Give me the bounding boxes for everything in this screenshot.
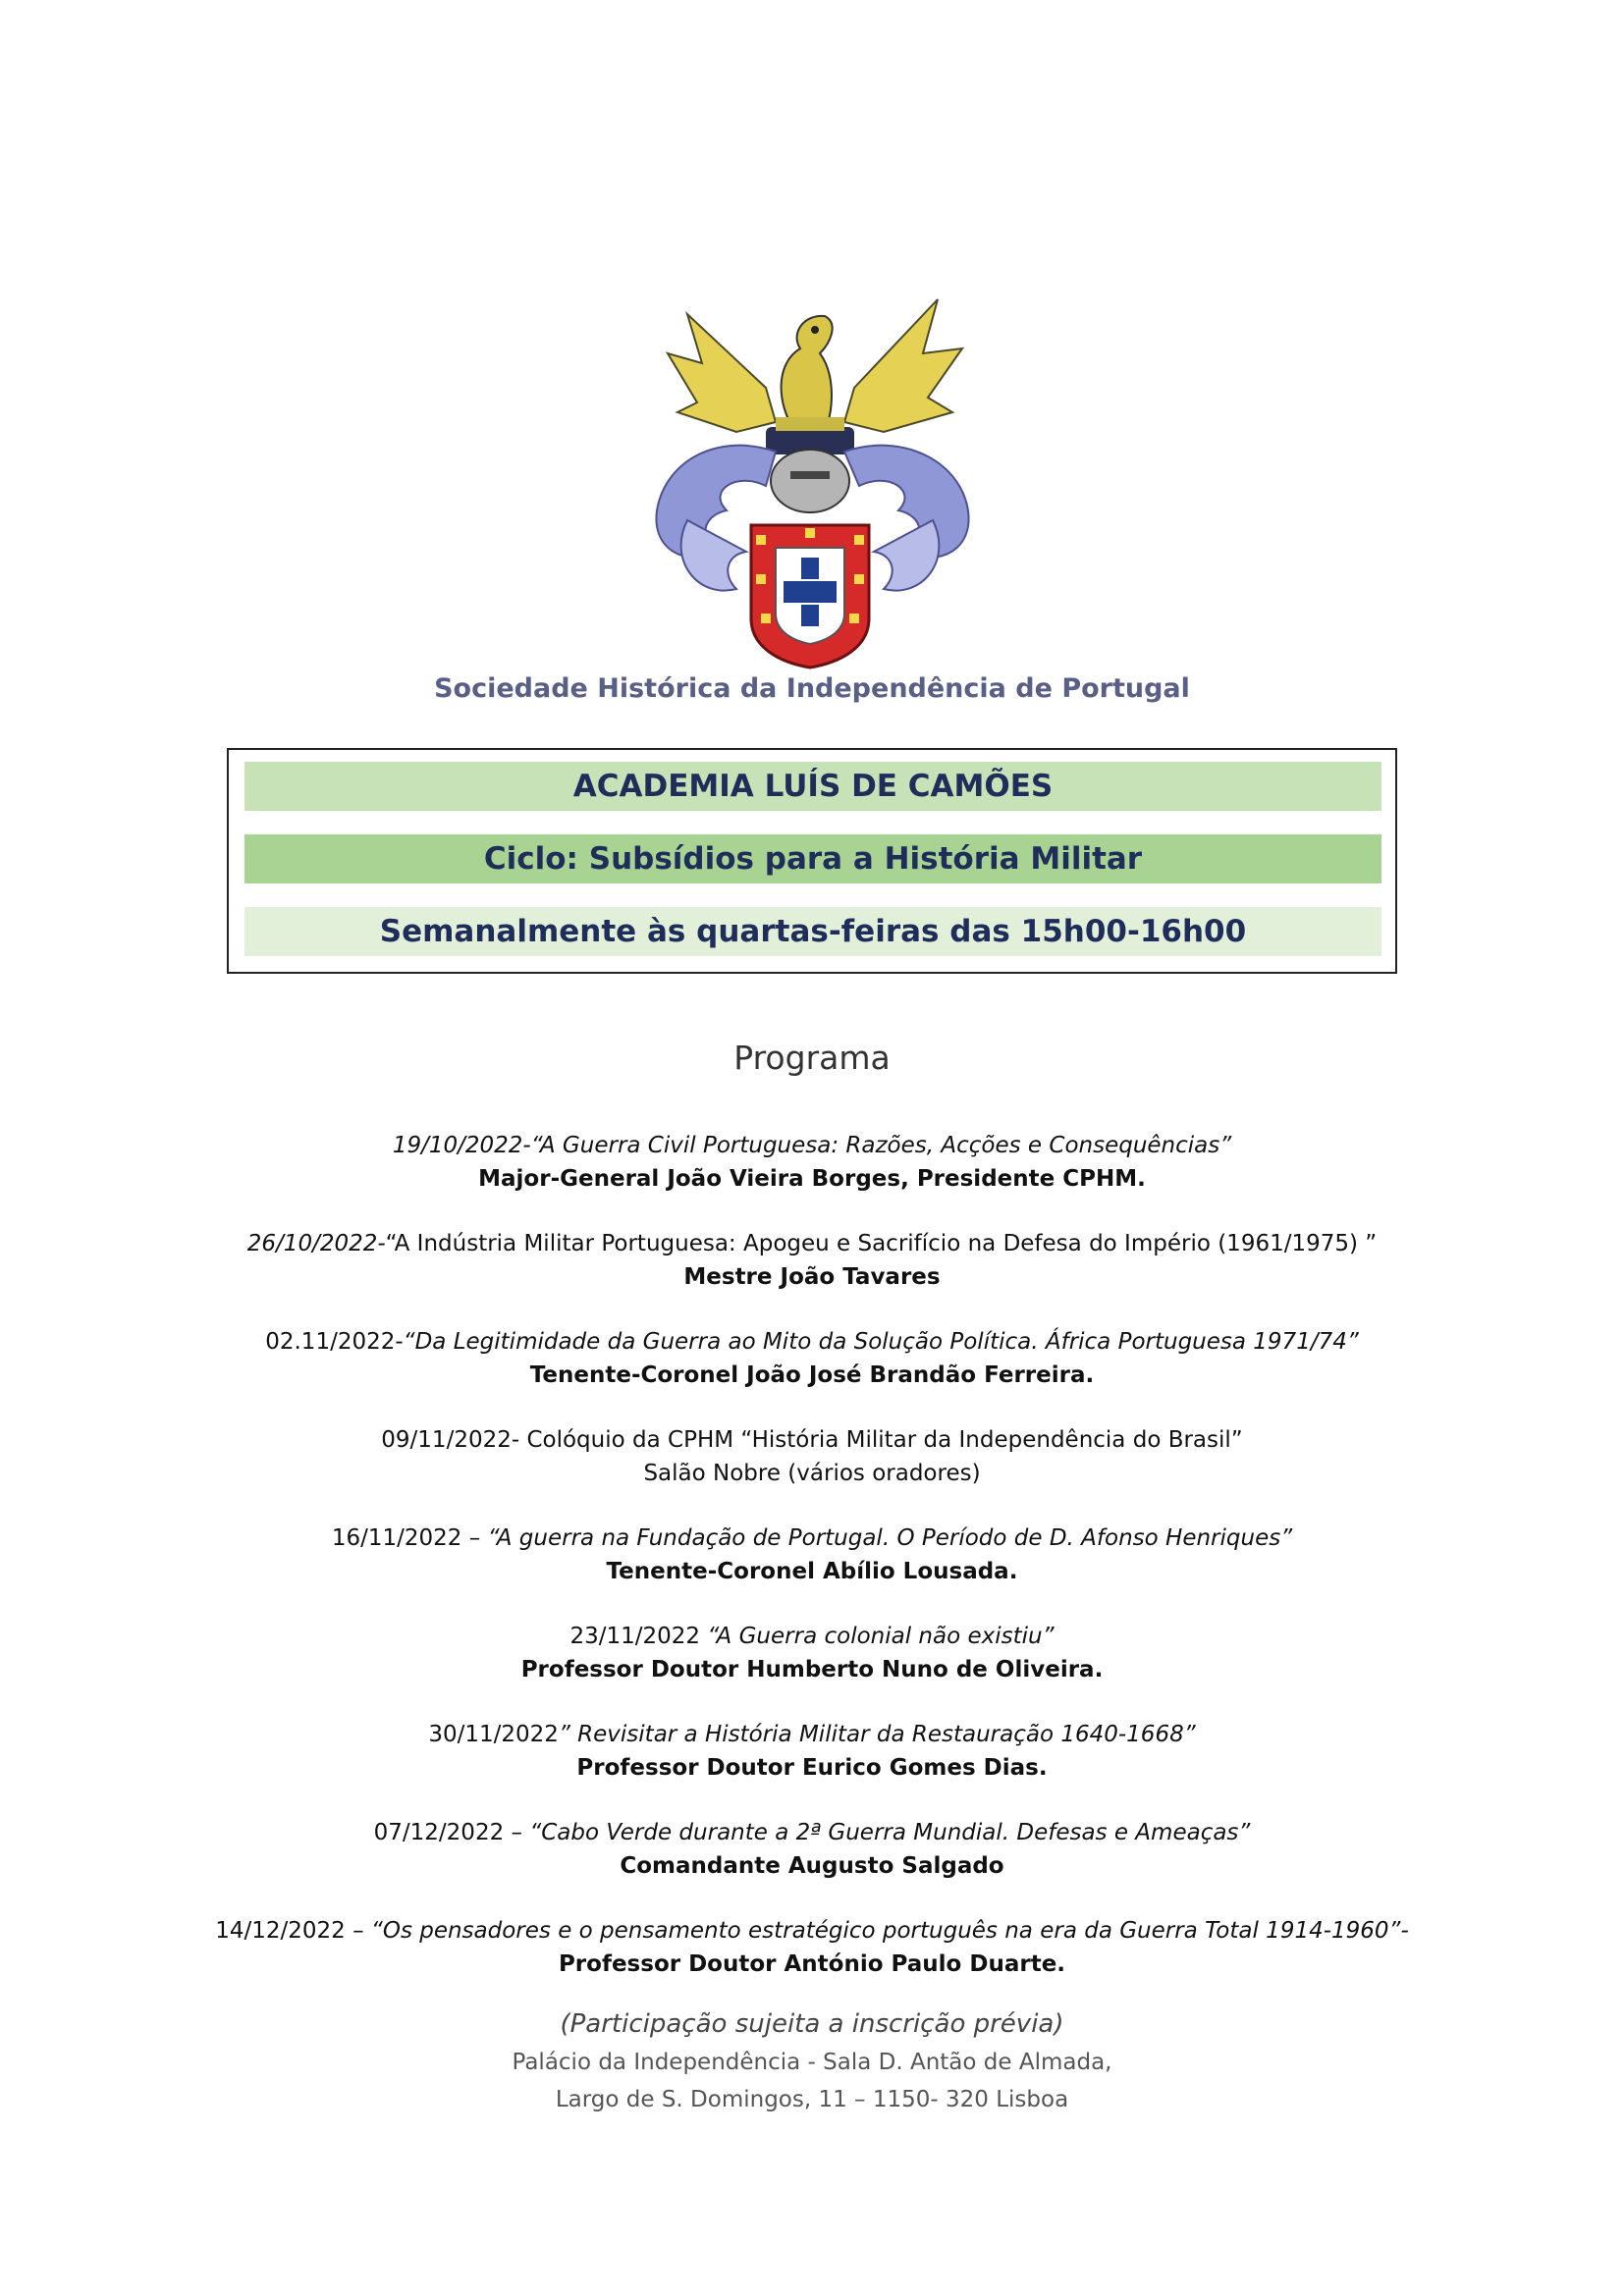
event-item — [0, 1227, 1624, 1294]
event-speaker: Mestre João Tavares — [683, 1264, 941, 1290]
address-line-2: Largo de S. Domingos, 11 – 1150- 320 Lisboa — [555, 2087, 1069, 2112]
events-list — [0, 1129, 1624, 2012]
event-title: “Da Legitimidade da Guerra ao Mito da Solução Política. África Portuguesa 1971/74” — [403, 1329, 1359, 1355]
event-speaker: Tenente-Coronel João José Brandão Ferreira. — [529, 1362, 1095, 1388]
event-title: Colóquio da CPHM “História Militar da Independência do Brasil” — [519, 1427, 1243, 1453]
event-speaker: Comandante Augusto Salgado — [620, 1853, 1004, 1879]
event-title: “Os pensadores e o pensamento estratégico português na era da Guerra Total 1914-1960”- — [370, 1918, 1409, 1944]
event-title: “A Indústria Militar Portuguesa: Apogeu e Sacrifício na Defesa do Império (1961/1975) ” — [385, 1231, 1378, 1256]
footer — [0, 2004, 1624, 2118]
event-date: 23/11/2022 — [569, 1624, 708, 1649]
event-date: 19/10/2022- — [392, 1133, 531, 1158]
event-date: 30/11/2022 — [428, 1722, 559, 1747]
event-item — [0, 1718, 1624, 1785]
event-item — [0, 1620, 1624, 1686]
registration-note: (Participação sujeita a inscrição prévia) — [560, 2009, 1064, 2039]
schedule-text: Semanalmente às quartas-feiras das 15h00-16h00 — [244, 907, 1381, 956]
event-title: ” Revisitar a História Militar da Restauração 1640-1668” — [558, 1722, 1196, 1747]
event-speaker: Salão Nobre (vários oradores) — [643, 1461, 981, 1486]
event-item — [0, 1423, 1624, 1490]
event-title: “A Guerra Civil Portuguesa: Razões, Acções e Consequências” — [530, 1133, 1232, 1158]
event-item — [0, 1914, 1624, 1981]
event-title: “A Guerra colonial não existiu” — [707, 1624, 1055, 1649]
event-title: “Cabo Verde durante a 2ª Guerra Mundial. Defesas e Ameaças” — [529, 1820, 1251, 1845]
title-box — [227, 748, 1397, 974]
event-speaker: Professor Doutor António Paulo Duarte. — [558, 1951, 1066, 1977]
event-date: 26/10/2022- — [246, 1231, 386, 1256]
event-date: 07/12/2022 – — [373, 1820, 530, 1845]
event-item — [0, 1129, 1624, 1196]
event-speaker: Tenente-Coronel Abílio Lousada. — [606, 1559, 1018, 1584]
address-line-1: Palácio da Independência - Sala D. Antão de Almada, — [512, 2050, 1112, 2075]
cycle-title: Ciclo: Subsídios para a História Militar — [244, 834, 1381, 883]
event-title: “A guerra na Fundação de Portugal. O Período de D. Afonso Henriques” — [487, 1525, 1293, 1551]
event-date: 09/11/2022- — [381, 1427, 520, 1453]
society-name: Sociedade Histórica da Independência de Portugal — [434, 673, 1190, 704]
event-date: 14/12/2022 – — [215, 1918, 371, 1944]
programa-heading: Programa — [733, 1039, 891, 1077]
event-item — [0, 1522, 1624, 1588]
event-item — [0, 1325, 1624, 1392]
dragon-crest-coat-of-arms-icon — [628, 294, 992, 672]
event-speaker: Professor Doutor Humberto Nuno de Oliveira. — [520, 1657, 1104, 1682]
event-speaker: Professor Doutor Eurico Gomes Dias. — [576, 1755, 1048, 1781]
event-date: 16/11/2022 – — [331, 1525, 488, 1551]
academy-title: ACADEMIA LUÍS DE CAMÕES — [244, 762, 1381, 811]
event-date: 02.11/2022- — [265, 1329, 404, 1355]
event-item — [0, 1816, 1624, 1883]
event-speaker: Major-General João Vieira Borges, Presidente CPHM. — [478, 1166, 1146, 1192]
